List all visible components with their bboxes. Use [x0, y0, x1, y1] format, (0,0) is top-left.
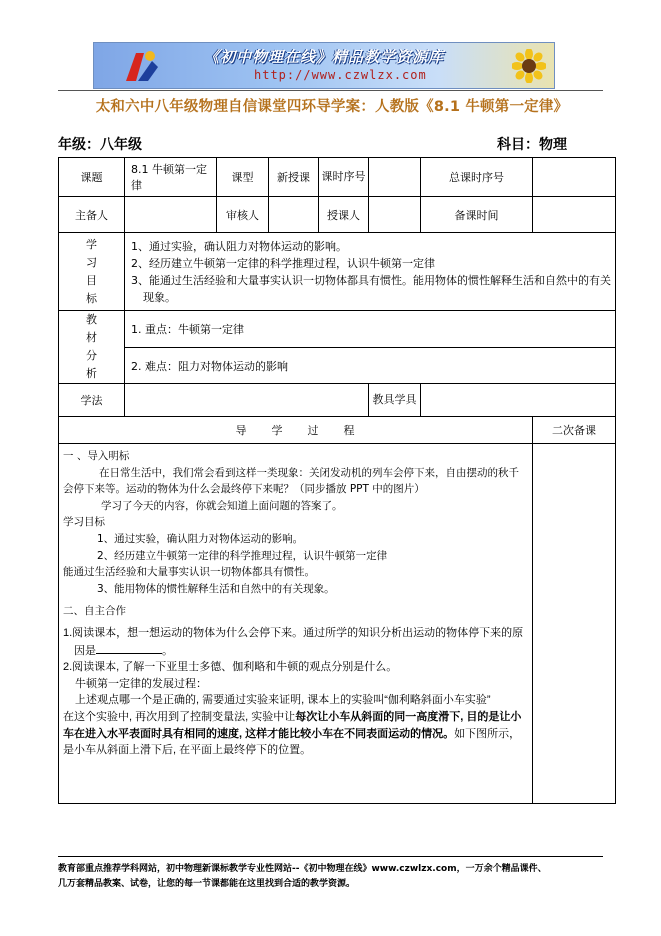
lesson-info-row [59, 158, 616, 197]
banner-url[interactable]: http://www.czwlzx.com [254, 68, 427, 82]
objectives-row [59, 233, 616, 311]
analysis-label: 教 材 分 析 [59, 311, 125, 384]
goal-item: 1、通过实验，确认阻力对物体运动的影响。 [97, 532, 304, 545]
subject-label: 科目：物理 [497, 137, 567, 153]
question-2: 2.阅读课本, 了解一下亚里士多德、伽利略和牛顿的观点分别是什么。 [63, 661, 398, 674]
difficult-point-row [59, 348, 616, 384]
question-1: 1.阅读课本，想一想运动的物体为什么会停下来。通过所学的知识分析出运动的物体停下来的原因是 。 [63, 626, 524, 657]
answer-blank[interactable] [96, 642, 162, 654]
control-variable-note: 在这个实验中, 再次用到了控制变量法, 实验中让每次让小车从斜面的同一高度滑下, 目的是让小车在进入水平表面时具有相同的速度, 这样才能比较小车在不同表面运动的情况。如下图所示，是小车从斜面上滑下后, 在平面上最终停下的位置。 [63, 710, 522, 757]
goal-item: 3、能用物体的惯性解释生活和自然中的有关现象。 [97, 582, 335, 595]
teacher-label: 授课人 [319, 197, 369, 233]
secondary-prep-content[interactable] [533, 444, 616, 804]
lesson-topic-value: 8.1 牛顿第一定律 [125, 158, 217, 197]
header-divider [58, 90, 603, 91]
history-note: 牛顿第一定律的发展过程： [75, 677, 207, 690]
experiment-note: 上述观点哪一个是正确的, 需要通过实验来证明, 课本上的实验叫“伽利略斜面小车实验” [75, 694, 491, 707]
objective-item: 3、能通过生活经验和大量事实认识一切物体都具有惯性。能用物体的惯性解释生活和自然中的有关现象。 [131, 273, 611, 304]
teacher-value[interactable] [369, 197, 421, 233]
total-period-label: 总课时序号 [421, 158, 533, 197]
footer-line: 几万套精品教案、试卷，让您的每一节课都能在这里找到合适的教学资源。 [58, 879, 356, 889]
goal-item: 2、经历建立牛顿第一定律的科学推理过程，认识牛顿第一定律 [97, 549, 388, 562]
process-row [59, 444, 616, 804]
difficult-point: 2. 难点：阻力对物体运动的影响 [125, 348, 616, 384]
prep-time-value[interactable] [533, 197, 616, 233]
objectives-label: 学 习 目 标 [59, 233, 125, 311]
reviewer-value[interactable] [269, 197, 319, 233]
key-point-row [59, 311, 616, 348]
objective-item: 2、经历建立牛顿第一定律的科学推理过程，认识牛顿第一定律 [131, 256, 435, 270]
main-preparer-label: 主备人 [59, 197, 125, 233]
main-preparer-value[interactable] [125, 197, 217, 233]
reviewer-label: 审核人 [217, 197, 269, 233]
document-title: 太和六中八年级物理自信课堂四环导学案：人教版《8.1 牛顿第一定律》 [95, 99, 569, 115]
objectives-content [125, 233, 616, 311]
lesson-topic-label: 课题 [59, 158, 125, 197]
site-logo-icon [122, 47, 162, 85]
intro-followup: 学习了今天的内容，你就会知道上面问题的答案了。 [101, 499, 343, 512]
staff-row [59, 197, 616, 233]
secondary-prep-header: 二次备课 [533, 417, 616, 444]
goal-item: 能通过生活经验和大量事实认识一切物体都具有惯性。 [63, 566, 315, 579]
banner-title: 《初中物理在线》精品教学资源库 [204, 48, 445, 66]
prep-time-label: 备课时间 [421, 197, 533, 233]
lesson-type-label: 课型 [217, 158, 269, 197]
section-cooperation-title: 二、自主合作 [63, 605, 126, 618]
header-banner [93, 42, 555, 89]
grade-label: 年级：八年级 [58, 137, 142, 153]
sunflower-icon [512, 49, 546, 83]
process-header: 导 学 过 程 [59, 417, 533, 444]
goals-title: 学习目标 [63, 516, 105, 529]
section-intro-title: 一 、导入明标 [63, 450, 130, 462]
study-method-label: 学法 [59, 384, 125, 417]
lesson-type-value: 新授课 [269, 158, 319, 197]
teaching-tools-label: 教具学具 [369, 384, 421, 417]
lesson-plan-table [58, 157, 616, 804]
intro-paragraph: 在日常生活中，我们常会看到这样一类现象：关闭发动机的列车会停下来，自由摆动的秋千会停下来等。运动的物体为什么会最终停下来呢？（同步播放 PPT 中的图片） [63, 466, 519, 496]
guided-process-content [59, 444, 533, 804]
footer [58, 862, 618, 892]
process-header-row [59, 417, 616, 444]
study-method-value[interactable] [125, 384, 369, 417]
total-period-value[interactable] [533, 158, 616, 197]
method-row [59, 384, 616, 417]
period-number-value[interactable] [369, 158, 421, 197]
footer-line: 教育部重点推荐学科网站，初中物理新课标教学专业性网站--《初中物理在线》www.czwlzx.com，一万余个精品课件、 [58, 864, 547, 874]
objective-item: 1、通过实验，确认阻力对物体运动的影响。 [131, 239, 347, 253]
key-point: 1. 重点：牛顿第一定律 [125, 311, 616, 348]
period-number-label: 课时序号 [319, 158, 369, 197]
footer-divider [58, 856, 603, 857]
teaching-tools-value[interactable] [421, 384, 616, 417]
